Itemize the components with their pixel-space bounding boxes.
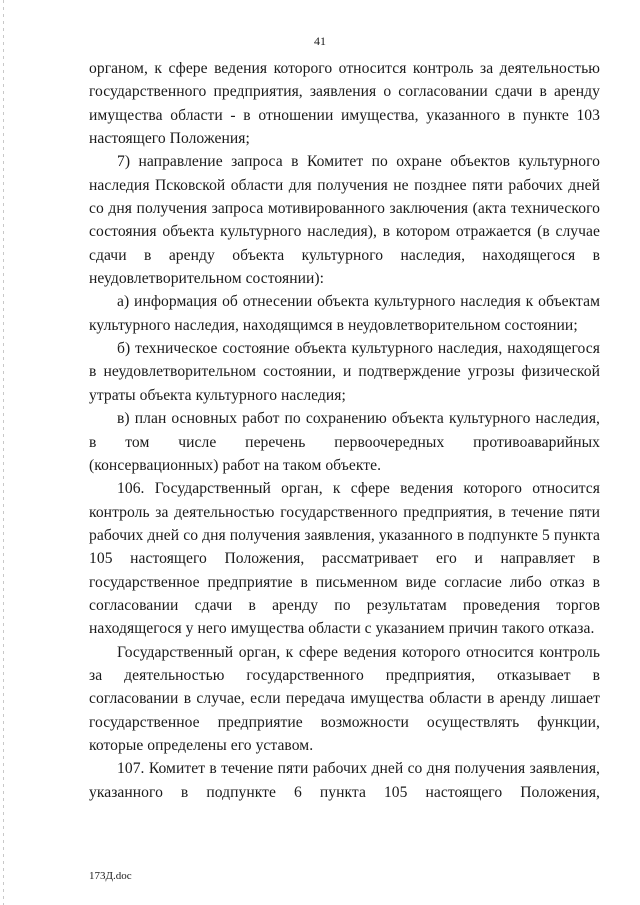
paragraph-subitem-b: б) техническое состояние объекта культурного наследия, находящегося в неудовлетворительном состоянии, и подтверждение угрозы физической утраты объекта культурного наследия; [89, 340, 600, 404]
paragraph-clause-107: 107. Комитет в течение пяти рабочих дней со дня получения заявления, указанного в подпункте 6 пункта 105 настоящего Положения, [89, 760, 600, 801]
paragraph-item-7: 7) направление запроса в Комитет по охране объектов культурного наследия Псковской области для получения не позднее пяти рабочих дней со дня получения запроса мотивированного заключения (акта технического состояния объекта культурного наследия), в котором отражается (в случае сдачи в аренду объекта культурного наследия, находящегося в неудовлетворительном состоянии): [89, 153, 600, 288]
scan-edge [3, 0, 4, 905]
paragraph-subitem-a: а) информация об отнесении объекта культурного наследия к объектам культурного наследия, находящимся в неудовлетворительном состоянии; [89, 293, 600, 334]
paragraph-continuation: органом, к сфере ведения которого относится контроль за деятельностью государственного предприятия, заявления о согласовании сдачи в аренду имущества области - в отношении имущества, указанного в пункте 103 настоящего Положения; [89, 60, 600, 148]
paragraph-refusal-conditions: Государственный орган, к сфере ведения которого относится контроль за деятельностью государственного предприятия, отказывает в согласовании в случае, если передача имущества области в аренду лишает государственное предприятие возможности осуществлять функции, которые определены его уставом. [89, 643, 600, 754]
paragraph-subitem-v: в) план основных работ по сохранению объекта культурного наследия, в том числе перечень первоочередных противоаварийных (консервационных) работ на таком объекте. [89, 410, 600, 474]
page-number: 41 [314, 34, 326, 48]
file-name-footer: 173Д.doc [89, 870, 132, 882]
paragraph-clause-106: 106. Государственный орган, к сфере ведения которого относится контроль за деятельностью государственного предприятия, в течение пяти рабочих дней со дня получения заявления, указанного в подпункте 5 пункта 105 настоящего Положения, рассматривает его и направляет в государственное предприятие в письменном виде согласие либо отказ в согласовании сдачи в аренду по результатам проведения торгов находящегося у него имущества области с указанием причин такого отказа. [89, 480, 600, 638]
document-body [89, 57, 600, 804]
